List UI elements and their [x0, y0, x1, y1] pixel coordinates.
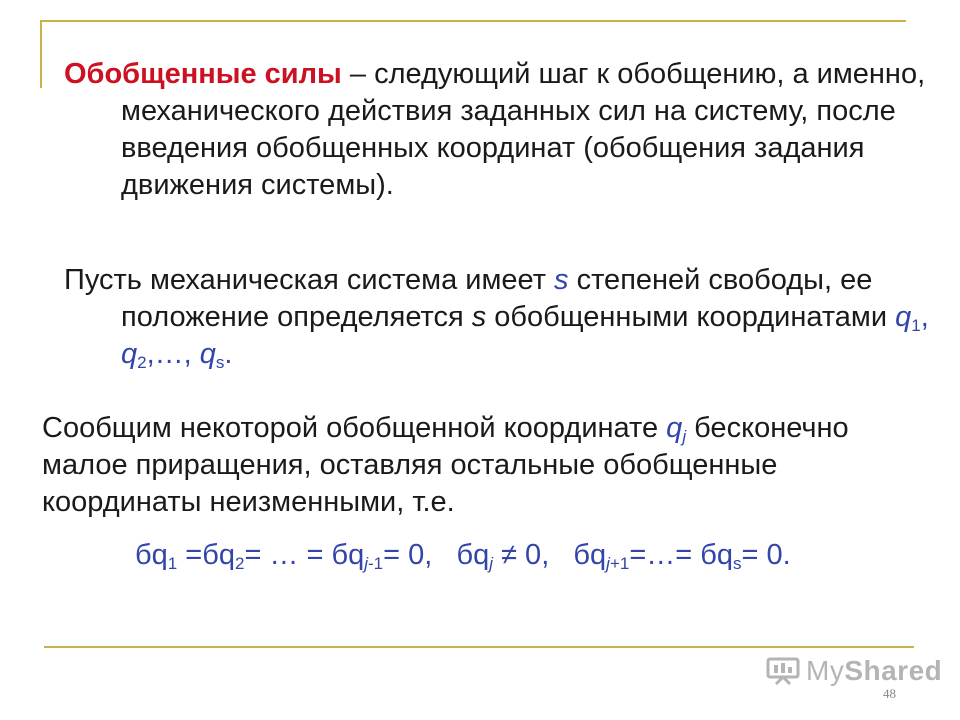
brand-part: Shared: [844, 655, 943, 686]
paragraph1-text: следующий шаг к обобщению, а именно, механического действия заданных сил на систему, после введения обобщенных координат (обобщения задания движения системы).: [121, 58, 926, 201]
formula-part: =…=: [629, 539, 701, 571]
text-segment: Сообщим некоторой обобщенной координате: [42, 412, 667, 444]
subscript: 1: [911, 316, 921, 335]
delta-q: бq: [700, 539, 734, 571]
delta-q: бq: [573, 539, 607, 571]
subscript: +1: [609, 554, 630, 573]
separator: ,: [920, 301, 929, 333]
subscript: 1: [167, 554, 178, 573]
paragraph-increment: [42, 410, 922, 521]
formula-part: = 0,: [383, 539, 457, 571]
subscript-j: j: [606, 554, 610, 573]
separator: ,…,: [146, 338, 200, 370]
top-rule: [40, 20, 906, 22]
text-segment: степеней свободы, ее положение определяется: [121, 264, 873, 333]
bottom-rule: [44, 646, 914, 648]
text-segment: бесконечно малое приращения, оставляя остальные обобщенные координаты неизменными, т.е.: [42, 412, 849, 518]
formula-part: = 0.: [741, 539, 791, 571]
math-q: q: [199, 338, 216, 370]
subscript: -1: [368, 554, 384, 573]
formula-part: =: [177, 539, 203, 571]
paragraph-degrees-of-freedom: [64, 262, 960, 373]
watermark-text: [806, 655, 942, 687]
formula-part: ≠ 0,: [493, 539, 574, 571]
myshared-watermark: [766, 655, 942, 687]
subscript: s: [733, 554, 742, 573]
delta-q: бq: [202, 539, 235, 571]
math-q: q: [121, 338, 138, 370]
subscript: 2: [137, 353, 147, 372]
subscript: 2: [234, 554, 245, 573]
brand-part: My: [806, 655, 845, 686]
subscript: s: [215, 353, 225, 372]
term-generalized-forces: Обобщенные силы: [64, 58, 342, 90]
slideshow-icon: [766, 657, 800, 685]
subscript-j: j: [364, 554, 369, 573]
subscript-j: j: [682, 427, 687, 446]
subscript-j: j: [489, 554, 494, 573]
formula-part: = … =: [244, 539, 332, 571]
math-qj: [666, 412, 686, 444]
paragraph-generalized-forces: [64, 56, 960, 204]
text-segment: обобщенными координатами: [486, 301, 896, 333]
text-segment: Пусть механическая система имеет: [64, 264, 555, 296]
math-s: s: [554, 264, 569, 296]
variation-formula: [135, 537, 791, 574]
period: .: [224, 338, 233, 370]
dash: –: [341, 58, 375, 90]
math-q: q: [895, 301, 912, 333]
delta-q: бq: [456, 539, 490, 571]
left-rule: [40, 20, 42, 88]
page-number: 48: [883, 686, 896, 701]
math-q: q: [666, 412, 683, 444]
delta-q: бq: [331, 539, 365, 571]
math-s: s: [471, 301, 487, 333]
delta-q: бq: [135, 539, 168, 571]
